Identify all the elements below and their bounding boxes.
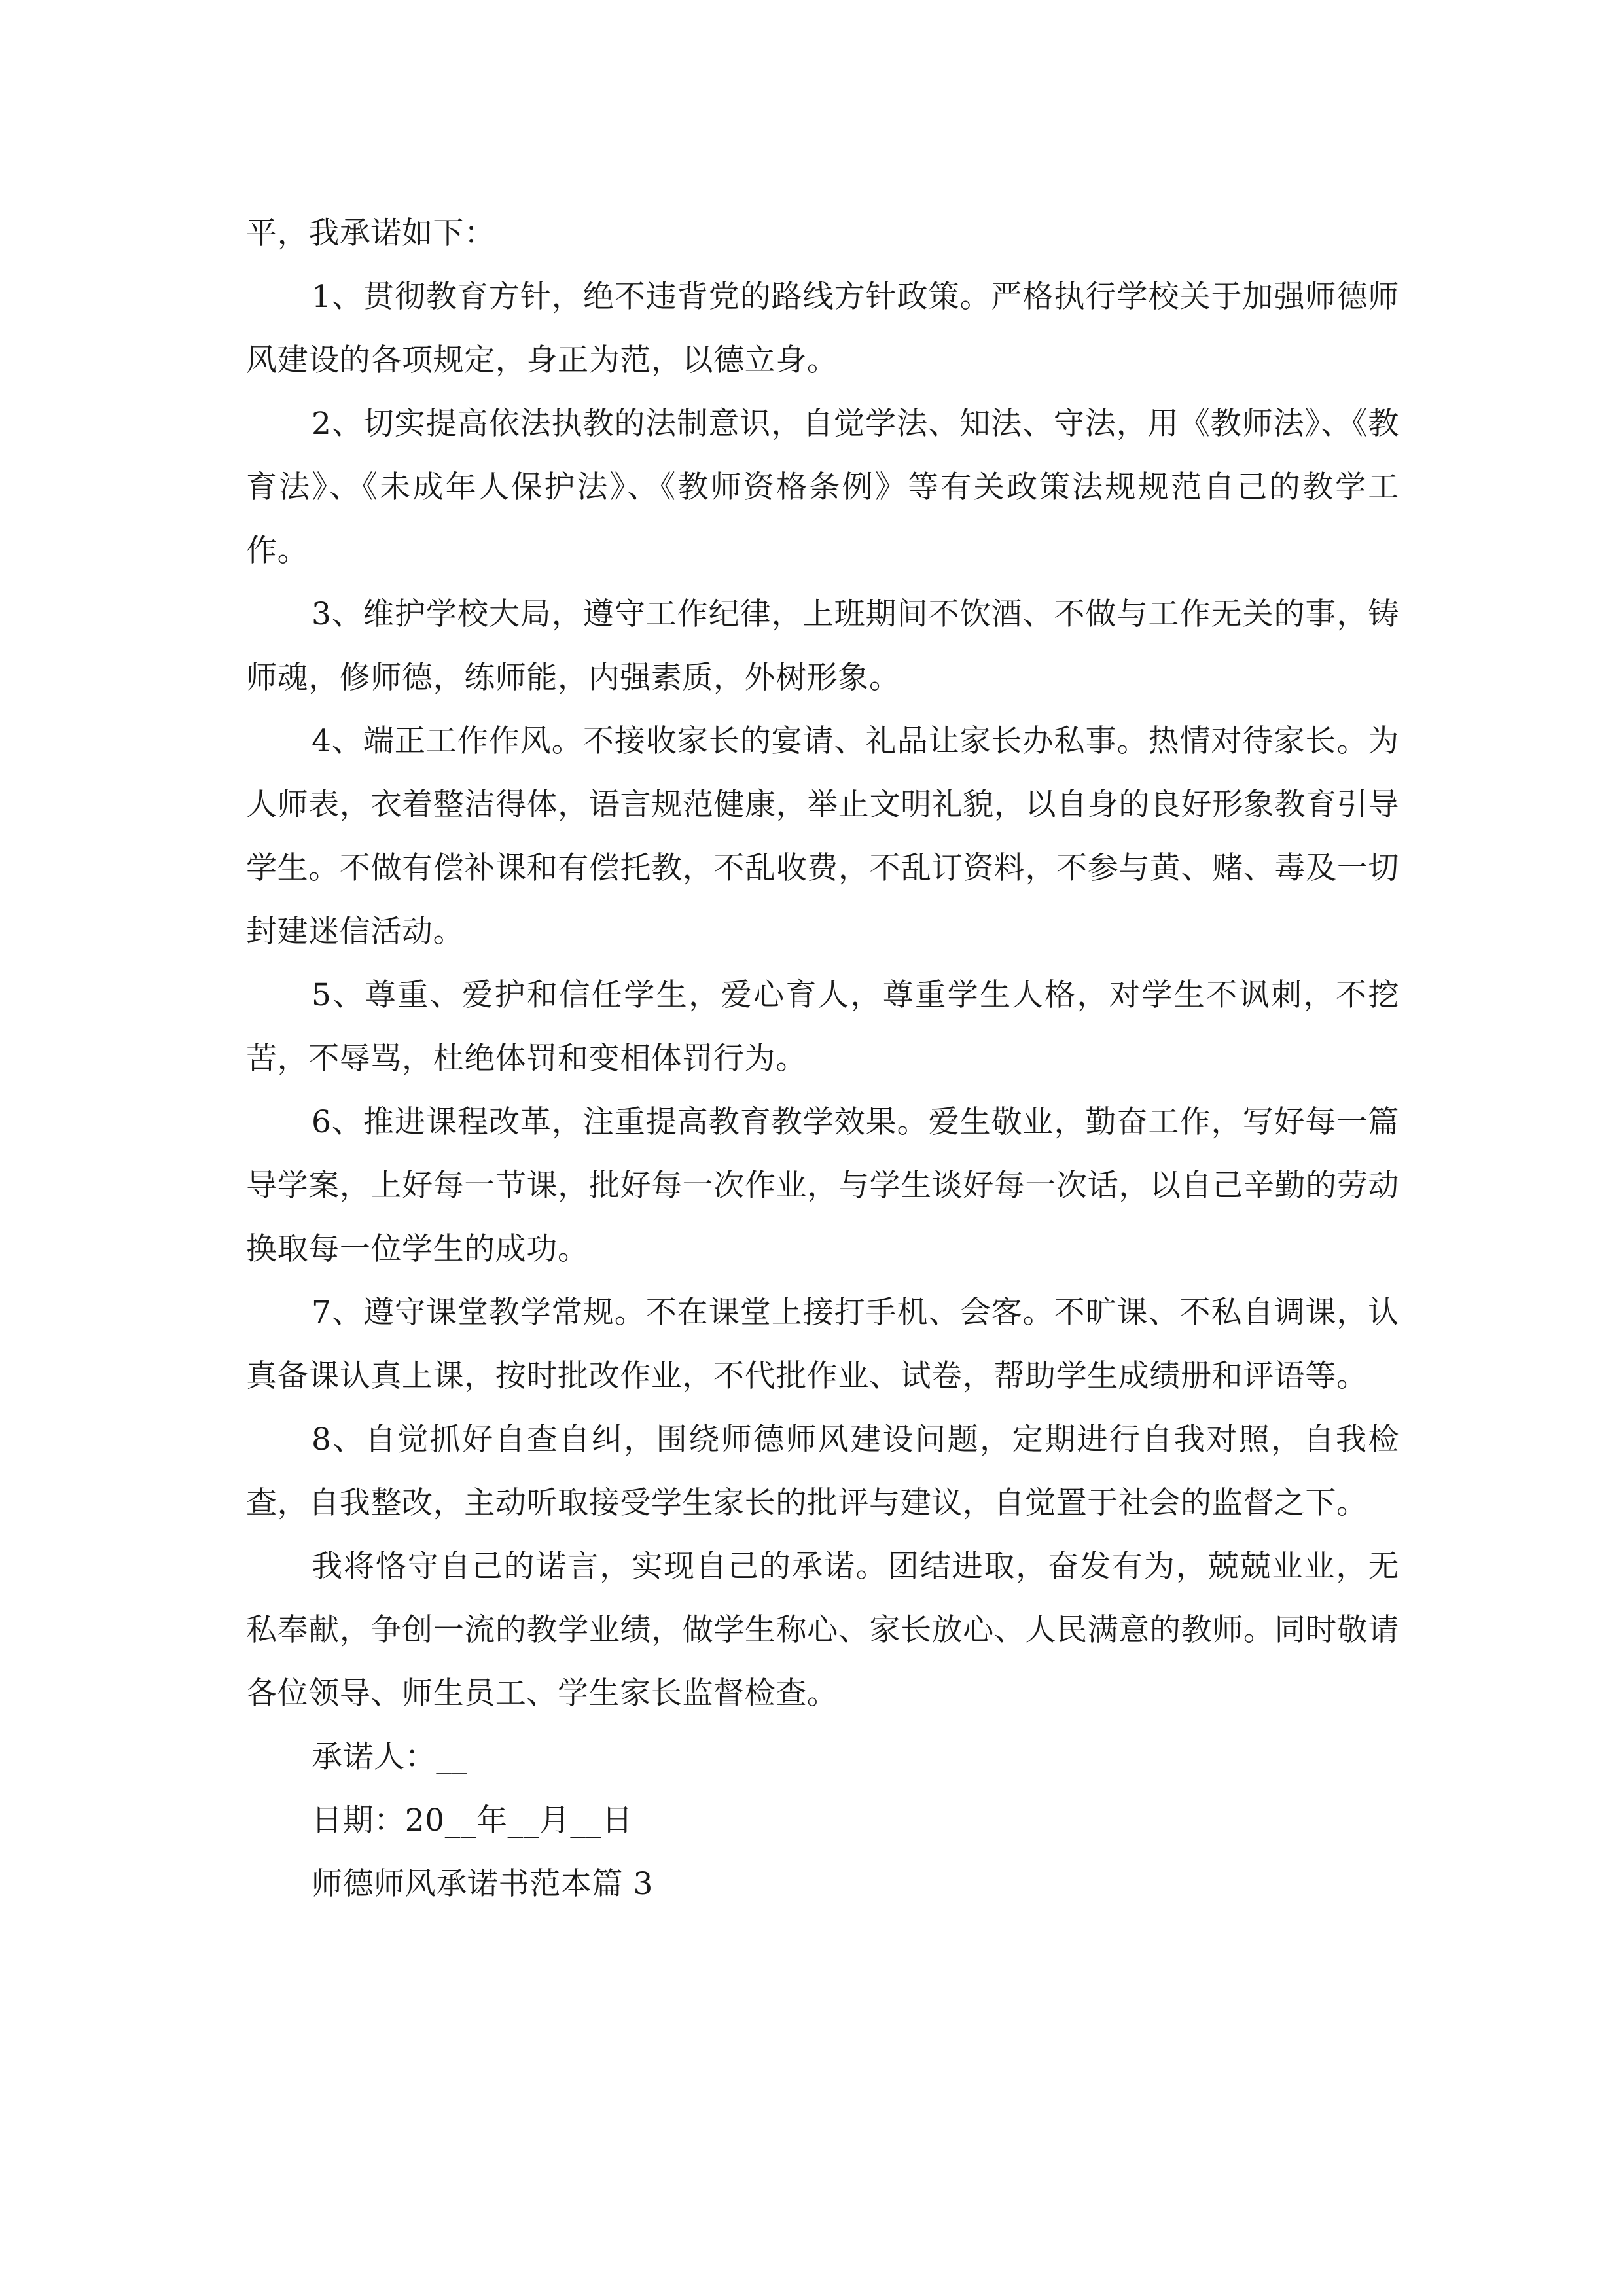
signer-line: 承诺人：__	[312, 1739, 468, 1775]
next-section-heading: 师德师风承诺书范本篇 3	[312, 1866, 654, 1902]
pledge-item-2: 2、切实提高依法执教的法制意识，自觉学法、知法、守法，用《教师法》、《教育法》、《未成年人保护法》、《教师资格条例》等有关政策法规规范自己的教学工作。	[246, 406, 1399, 569]
intro-line: 平，我承诺如下：	[246, 215, 495, 251]
pledge-item-7: 7、遵守课堂教学常规。不在课堂上接打手机、会客。不旷课、不私自调课，认真备课认真上课，按时批改作业，不代批作业、试卷，帮助学生成绩册和评语等。	[246, 1295, 1399, 1394]
pledge-item-5: 5、尊重、爱护和信任学生，爱心育人，尊重学生人格，对学生不讽刺，不挖苦，不辱骂，杜绝体罚和变相体罚行为。	[246, 977, 1399, 1077]
pledge-item-6: 6、推进课程改革，注重提高教育教学效果。爱生敬业，勤奋工作，写好每一篇导学案，上好每一节课，批好每一次作业，与学生谈好每一次话，以自己辛勤的劳动换取每一位学生的成功。	[246, 1104, 1399, 1267]
pledge-item-1: 1、贯彻教育方针，绝不违背党的路线方针政策。严格执行学校关于加强师德师风建设的各项规定，身正为范，以德立身。	[246, 279, 1399, 378]
document-body	[246, 202, 1399, 1916]
closing-paragraph: 我将恪守自己的诺言，实现自己的承诺。团结进取，奋发有为，兢兢业业，无私奉献，争创一流的教学业绩，做学生称心、家长放心、人民满意的教师。同时敬请各位领导、师生员工、学生家长监督检查。	[246, 1549, 1399, 1712]
pledge-item-4: 4、端正工作作风。不接收家长的宴请、礼品让家长办私事。热情对待家长。为人师表，衣着整洁得体，语言规范健康，举止文明礼貌，以自身的良好形象教育引导学生。不做有偿补课和有偿托教，不乱收费，不乱订资料，不参与黄、赌、毒及一切封建迷信活动。	[246, 723, 1399, 950]
pledge-item-3: 3、维护学校大局，遵守工作纪律，上班期间不饮酒、不做与工作无关的事，铸师魂，修师德，练师能，内强素质，外树形象。	[246, 596, 1399, 696]
pledge-item-8: 8、自觉抓好自查自纠，围绕师德师风建设问题，定期进行自我对照，自我检查，自我整改，主动听取接受学生家长的批评与建议，自觉置于社会的监督之下。	[246, 1422, 1399, 1521]
date-line: 日期：20__年__月__日	[312, 1803, 633, 1839]
